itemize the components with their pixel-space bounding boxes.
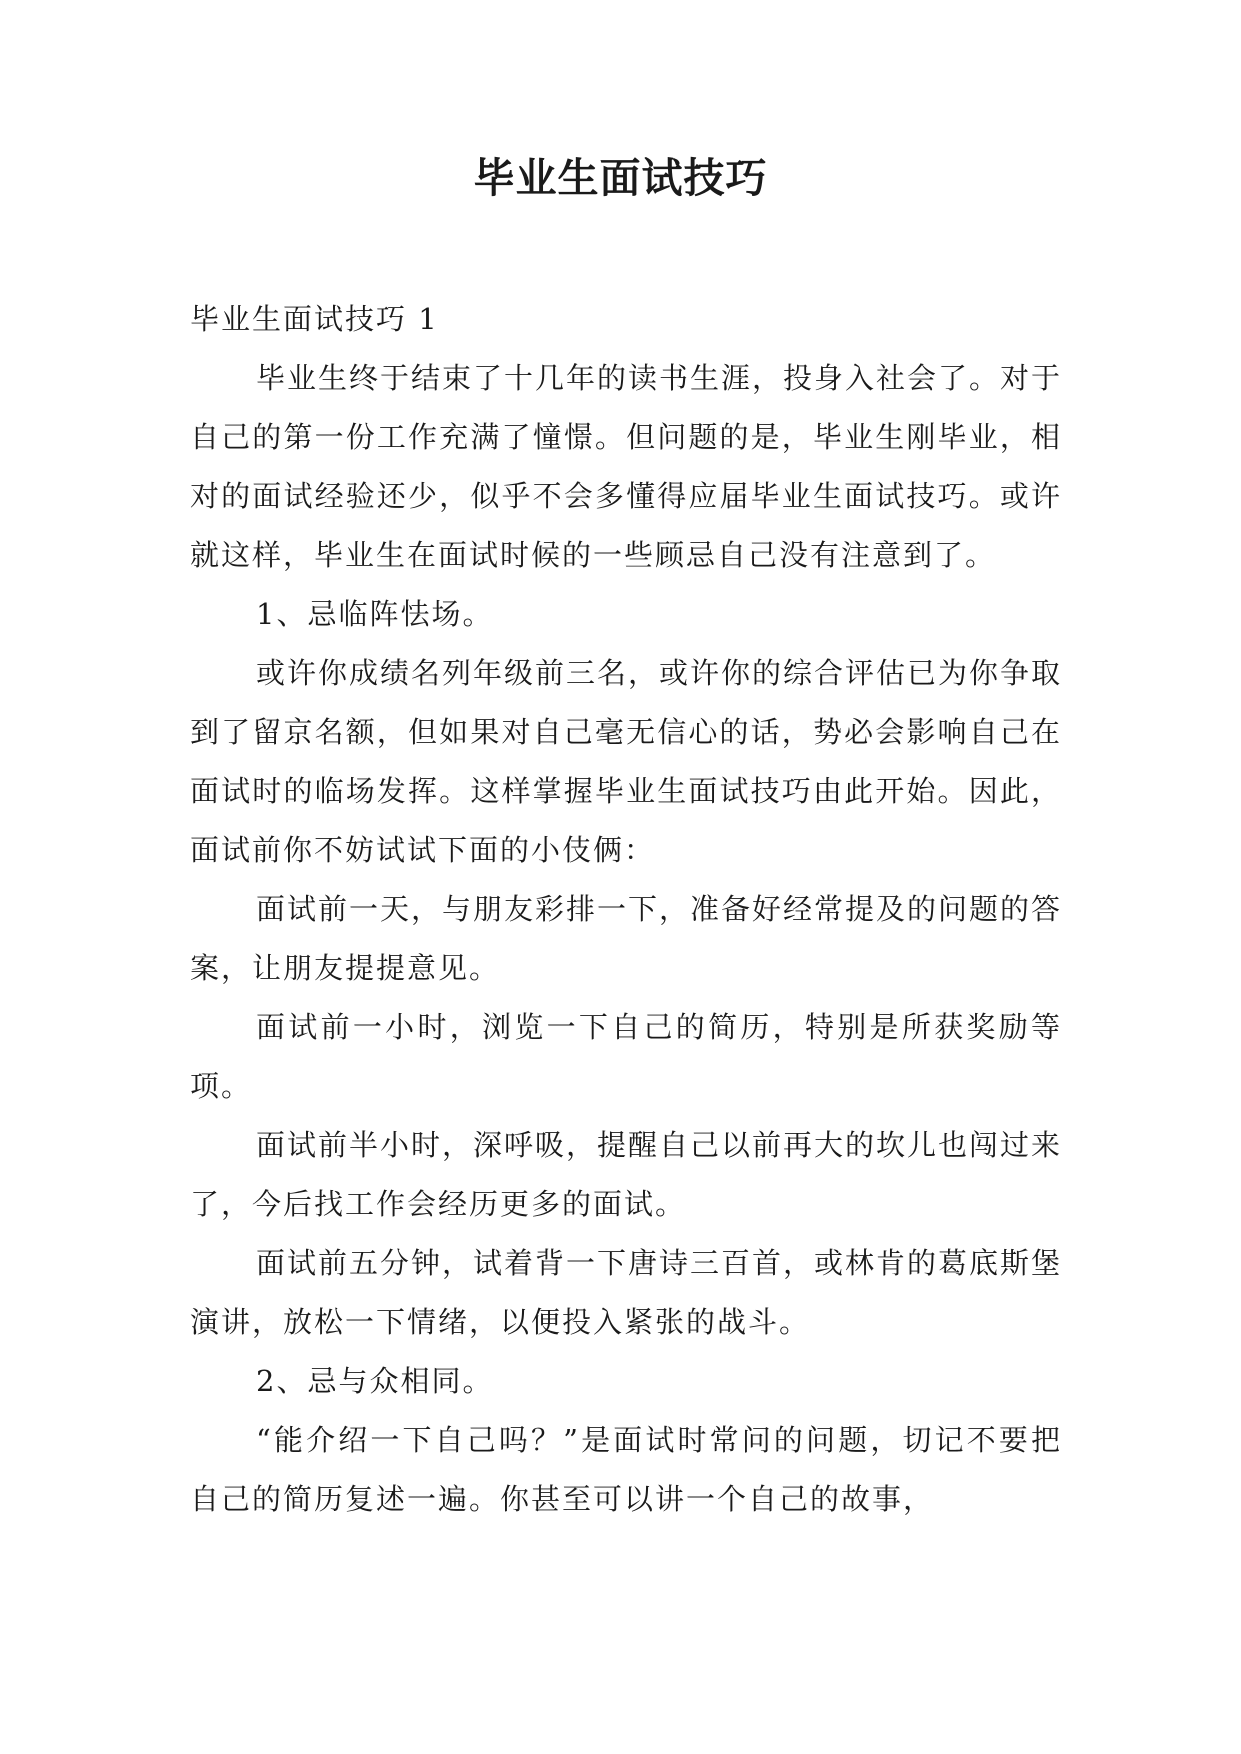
- document-title: 毕业生面试技巧: [473, 154, 768, 202]
- paragraph-point-2-title: 2、忌与众相同。: [256, 1364, 494, 1398]
- paragraph-point-1-title: 1、忌临阵怯场。: [256, 597, 494, 631]
- section-heading: 毕业生面试技巧 1: [190, 302, 439, 336]
- paragraph-intro: 毕业生终于结束了十几年的读书生涯，投身入社会了。对于自己的第一份工作充满了憧憬。但问题的是，毕业生刚毕业，相对的面试经验还少，似乎不会多懂得应届毕业生面试技巧。或许就这样，毕业生在面试时候的一些顾忌自己没有注意到了。: [190, 361, 1063, 572]
- paragraph-five-minutes-before: 面试前五分钟，试着背一下唐诗三百首，或林肯的葛底斯堡演讲，放松一下情绪，以便投入紧张的战斗。: [190, 1246, 1063, 1339]
- paragraph-hour-before: 面试前一小时，浏览一下自己的简历，特别是所获奖励等项。: [190, 1010, 1062, 1103]
- paragraph-day-before: 面试前一天，与朋友彩排一下，准备好经常提及的问题的答案，让朋友提提意见。: [190, 892, 1063, 985]
- paragraph-point-2-body: “能介绍一下自己吗？”是面试时常问的问题，切记不要把自己的简历复述一遍。你甚至可以讲一个自己的故事，: [190, 1423, 1062, 1516]
- paragraph-point-1-body: 或许你成绩名列年级前三名，或许你的综合评估已为你争取到了留京名额，但如果对自己毫无信心的话，势必会影响自己在面试时的临场发挥。这样掌握毕业生面试技巧由此开始。因此，面试前你不妨试试下面的小伎俩：: [190, 656, 1063, 867]
- document-body: [190, 290, 1062, 1529]
- paragraph-half-hour-before: 面试前半小时，深呼吸，提醒自己以前再大的坎儿也闯过来了，今后找工作会经历更多的面试。: [190, 1128, 1063, 1221]
